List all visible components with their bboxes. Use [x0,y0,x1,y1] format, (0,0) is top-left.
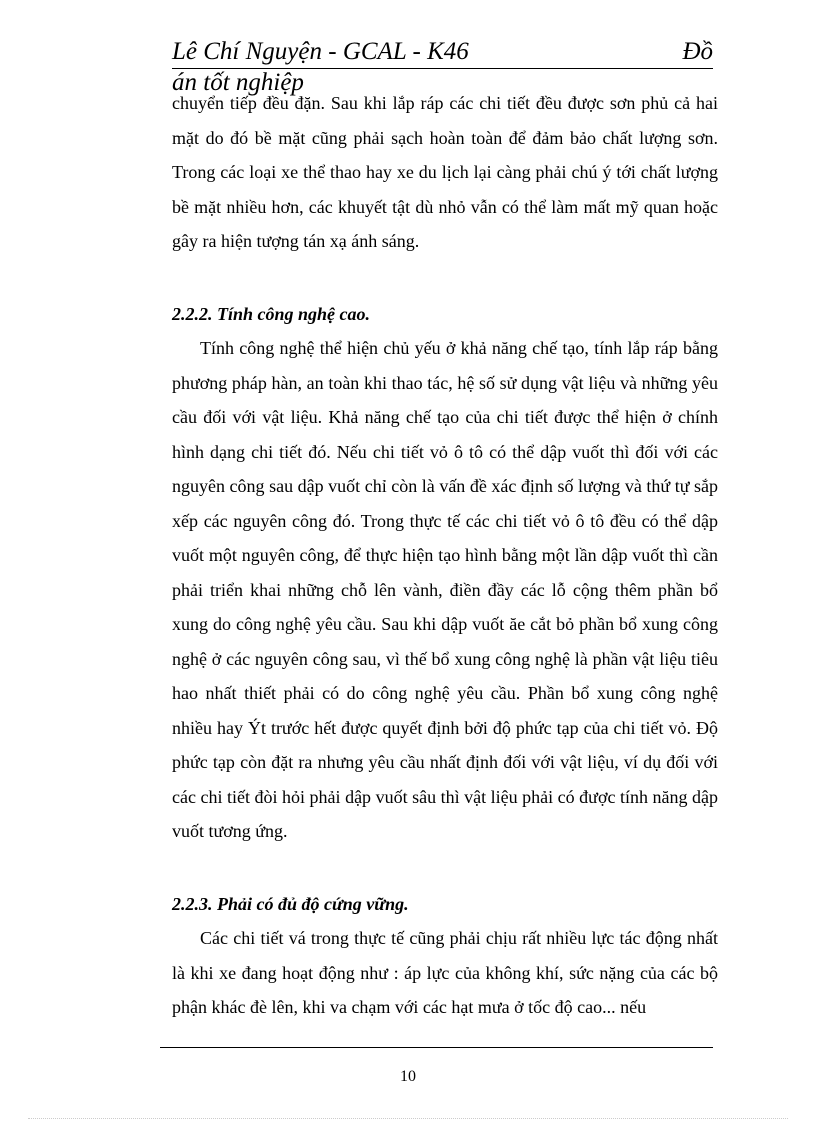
page-number: 10 [400,1068,416,1085]
heading-2-2-2: 2.2.2. Tính công nghệ cao. [172,303,371,324]
page-body [172,86,718,1025]
header-doc-type-part2: án tốt nghiệp [172,69,304,96]
header-rule [172,68,713,69]
header-doc-type-part1: Đồ [682,38,713,65]
section-gap [172,849,718,887]
footer-rule [160,1047,713,1048]
section-gap [172,259,718,297]
header-row-1 [172,36,713,67]
paragraph-2-2-3: Các chi tiết vá trong thực tế cũng phải chịu rất nhiều lực tác động nhất là khi xe đang hoạt động như : áp lực của không khí, sức nặng của các bộ phận khác đè lên, khi va chạm với các hạt mưa ở tốc độ cao... nếu [172,928,718,1017]
paragraph-2-2-2: Tính công nghệ thể hiện chủ yếu ở khả năng chế tạo, tính lắp ráp bằng phương pháp hàn, an toàn khi thao tác, hệ số sử dụng vật liệu và những yêu cầu đối với vật liệu. Khả năng chế tạo của chi tiết được thể hiện ở chính hình dạng chi tiết đó. Nếu chi tiết vỏ ô tô có thể dập vuốt thì đối với các nguyên công sau dập vuốt chỉ còn là vấn đề xác định số lượng và thứ tự sắp xếp các nguyên công đó. Trong thực tế các chi tiết vỏ ô tô đều có thể dập vuốt một nguyên công, để thực hiện tạo hình bằng một lần dập vuốt thì cần phải triển khai những chỗ lên vành, điền đầy các lỗ cộng thêm phần bổ xung do công nghệ yêu cầu. Sau khi dập vuốt ăe cắt bỏ phần bổ xung công nghệ ở các nguyên công sau, vì thế bổ xung công nghệ là phần vật liệu tiêu hao nhất thiết phải có do công nghệ yêu cầu. Phần bổ xung công nghệ nhiều hay Ýt trước hết được quyết định bởi độ phức tạp của chi tiết vỏ. Độ phức tạp còn đặt ra nhưng yêu cầu nhất định đối với vật liệu, ví dụ đối với các chi tiết đòi hỏi phải dập vuốt sâu thì vật liệu phải có được tính năng dập vuốt tương ứng. [172,338,718,841]
page-edge-dotted-line [28,1118,788,1119]
header-author-course: Lê Chí Nguyện - GCAL - K46 [172,38,469,65]
heading-2-2-3: 2.2.3. Phải có đủ độ cứng vững. [172,893,409,914]
paragraph-intro: chuyển tiếp đều đặn. Sau khi lắp ráp các chi tiết đều được sơn phủ cả hai mặt do đó bề mặt cũng phải sạch hoàn toàn để đảm bảo chất lượng sơn. Trong các loại xe thể thao hay xe du lịch lại càng phải chú ý tới chất lượng bề mặt nhiều hơn, các khuyết tật dù nhỏ vẫn có thể làm mất mỹ quan hoặc gây ra hiện tượng tán xạ ánh sáng. [172,93,718,251]
